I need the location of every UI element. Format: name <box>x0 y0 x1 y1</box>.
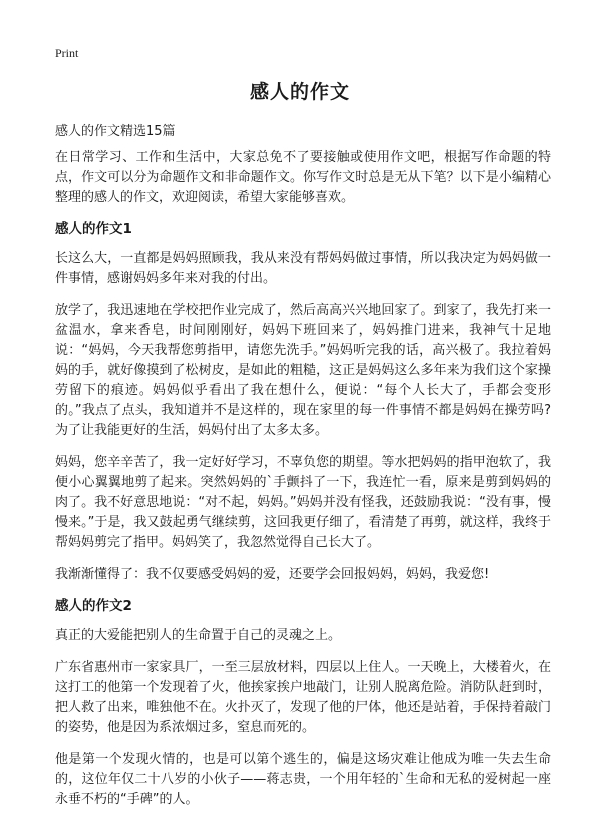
paragraph: 我渐渐懂得了：我不仅要感受妈妈的爱，还要学会回报妈妈，妈妈，我爱您! <box>55 567 490 582</box>
intro-paragraph: 在日常学习、工作和生活中，大家总免不了要接触或使用作文吧，根据写作命题的特点，作文可以分为命题作文和非命题作文。你写作文时总是无从下笔？以下是小编精心整理的感人的作文，欢迎阅读，希望大家能够喜欢。 <box>55 150 551 205</box>
paragraph: 真正的大爱能把别人的生命置于自己的灵魂之上。 <box>55 628 342 643</box>
section-heading: 感人的作文1 <box>55 221 132 237</box>
print-link[interactable]: Print <box>55 46 79 60</box>
section-heading: 感人的作文2 <box>55 598 132 614</box>
paragraph: 广东省惠州市一家家具厂，一至三层放材料，四层以上住人。一天晚上，大楼着火，在这打工的他第一个发现着了火，他挨家挨户地敲门，让别人脱离危险。消防队赶到时，把人救了出来，唯独他不在。火扑灭了，发现了他的尸体，他还是站着，手保持着敲门的姿势，他是因为系浓烟过多，窒息而死的。 <box>55 660 551 735</box>
page-title: 感人的作文 <box>249 81 350 103</box>
document-subtitle: 感人的作文精选15篇 <box>55 124 176 139</box>
paragraph: 放学了，我迅速地在学校把作业完成了，然后高高兴兴地回家了。到家了，我先打来一盆温水，拿来香皂，时间刚刚好，妈妈下班回来了，妈妈推门进来，我神气十足地说：“妈妈，今天我帮您剪指甲，请您先洗手。”妈妈听完我的话，高兴极了。我拉着妈妈的手，就好像摸到了松树皮，是如此的粗糙，这正是妈妈这么多年来为我们这个家操劳留下的痕迹。妈妈似乎看出了我在想什么，便说：“每个人长大了，手都会变形的。”我点了点头，我知道并不是这样的，现在家里的每一件事情不都是妈妈在操劳吗?为了让我能更好的生活，妈妈付出了太多太多。 <box>55 303 551 438</box>
paragraph: 长这么大，一直都是妈妈照顾我，我从来没有帮妈妈做过事情，所以我决定为妈妈做一件事情，感谢妈妈多年来对我的付出。 <box>55 251 551 286</box>
article-body <box>55 148 551 822</box>
paragraph: 妈妈，您辛辛苦了，我一定好好学习，不辜负您的期望。等水把妈妈的指甲泡软了，我便小心翼翼地剪了起来。突然妈妈的`手颤抖了一下，我连忙一看，原来是剪到妈妈的肉了。我不好意思地说：“对不起，妈妈。”妈妈并没有怪我，还鼓励我说：“没有事，慢慢来。”于是，我又鼓起勇气继续剪，这回我更仔细了，看清楚了再剪，就这样，我终于帮妈妈剪完了指甲。妈妈笑了，我忽然觉得自己长大了。 <box>55 455 551 550</box>
paragraph: 他是第一个发现火情的，也是可以第个逃生的，偏是这场灾难让他成为唯一失去生命的，这位年仅二十八岁的小伙子——蒋志贵，一个用年轻的`生命和无私的爱树起一座永垂不朽的“手碑”的人。 <box>55 752 551 807</box>
